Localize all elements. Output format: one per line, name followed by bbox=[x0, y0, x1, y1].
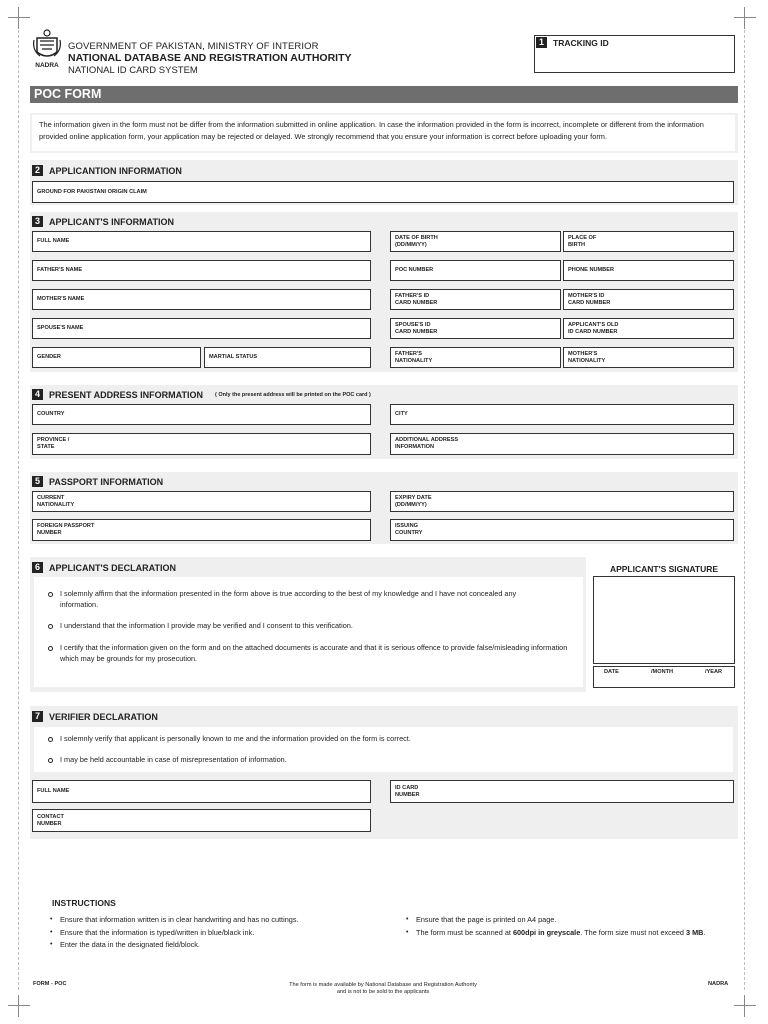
field-label: CURRENT NATIONALITY bbox=[37, 494, 75, 508]
full-name-field[interactable] bbox=[32, 231, 371, 252]
issuing-country-field[interactable] bbox=[390, 519, 734, 541]
bullet-icon: • bbox=[406, 916, 409, 923]
instruction-text-part: The form must be scanned at bbox=[416, 927, 513, 937]
field-label: CITY bbox=[395, 411, 408, 417]
declaration-item bbox=[48, 589, 568, 610]
tracking-id-field[interactable] bbox=[534, 35, 735, 73]
page-edge bbox=[18, 30, 19, 990]
phone-number-field[interactable] bbox=[563, 260, 734, 281]
field-label: ISSUING COUNTRY bbox=[395, 523, 423, 536]
field-label: FULL NAME bbox=[37, 238, 70, 244]
field-label: EXPIRY DATE (DD/MM/YY) bbox=[395, 494, 432, 508]
crop-mark bbox=[18, 995, 19, 1017]
place-of-birth-field[interactable] bbox=[563, 231, 734, 252]
page-edge bbox=[744, 30, 745, 990]
field-label: ADDITIONAL ADDRESS INFORMATION bbox=[395, 437, 459, 450]
field-label: SPOUSE'S ID CARD NUMBER bbox=[395, 321, 438, 335]
declaration-item bbox=[48, 621, 568, 632]
footer-disclaimer bbox=[230, 982, 536, 996]
foreign-passport-field[interactable] bbox=[32, 519, 371, 541]
instructions-left bbox=[50, 914, 390, 952]
verifier-item bbox=[48, 734, 411, 745]
section-title bbox=[32, 562, 176, 573]
instructions-title: INSTRUCTIONS bbox=[52, 898, 116, 908]
instruction-text: Ensure that the page is printed on A4 page. bbox=[416, 915, 557, 924]
header-authority: NATIONAL DATABASE AND REGISTRATION AUTHORITY bbox=[68, 52, 352, 64]
spouse-name-field[interactable] bbox=[32, 318, 371, 339]
old-id-field[interactable] bbox=[563, 318, 734, 339]
field-label: FULL NAME bbox=[37, 788, 70, 794]
bullet-icon: • bbox=[50, 941, 53, 948]
crop-mark bbox=[8, 1005, 30, 1006]
instruction-text bbox=[416, 927, 705, 940]
signature-date-field[interactable] bbox=[593, 666, 735, 688]
section-heading: PASSPORT INFORMATION bbox=[49, 476, 164, 487]
field-label: FOREIGN PASSPORT NUMBER bbox=[37, 523, 95, 536]
mother-name-field[interactable] bbox=[32, 289, 371, 310]
section-number: 5 bbox=[32, 476, 43, 487]
section-number: 3 bbox=[32, 216, 43, 227]
section-title bbox=[32, 165, 182, 176]
month-label: /MONTH bbox=[651, 669, 674, 675]
mother-id-field[interactable] bbox=[563, 289, 734, 310]
expiry-date-field[interactable] bbox=[390, 491, 734, 512]
section-title bbox=[32, 216, 174, 227]
section-heading: PRESENT ADDRESS INFORMATION bbox=[49, 389, 204, 400]
footer-disclaimer-line: and is not to be sold to the applicants bbox=[336, 989, 430, 995]
field-label: COUNTRY bbox=[37, 411, 65, 417]
field-label: GENDER bbox=[37, 354, 61, 360]
footer-brand: NADRA bbox=[708, 981, 729, 987]
declaration-text: I certify that the information given on the form and on the attached documents is accurate and that it is serious offence to provide false/misleading information which may be grounds for my prosecution. bbox=[60, 643, 568, 663]
field-label: ID CARD NUMBER bbox=[395, 784, 420, 798]
additional-address-field[interactable] bbox=[390, 433, 734, 455]
instruction-emphasis: 600dpi in greyscale bbox=[512, 927, 581, 937]
field-label: APPLICANT'S OLD ID CARD NUMBER bbox=[568, 321, 619, 335]
section-title bbox=[32, 476, 163, 487]
notice-panel bbox=[30, 113, 738, 153]
field-label: FATHER'S ID CARD NUMBER bbox=[395, 292, 438, 306]
father-name-field[interactable] bbox=[32, 260, 371, 281]
field-label: PLACE OF BIRTH bbox=[568, 234, 597, 248]
crop-mark bbox=[734, 17, 756, 18]
signature-title: APPLICANT'S SIGNATURE bbox=[609, 564, 719, 574]
section-heading: APPLICANT'S DECLARATION bbox=[49, 562, 176, 573]
verifier-contact-field[interactable] bbox=[32, 809, 371, 832]
footer-disclaimer-line: The form is made available by National Database and Registration Authority bbox=[289, 982, 477, 988]
verifier-text: I solemnly verify that applicant is personally known to me and the information provided on the form is correct. bbox=[60, 734, 411, 743]
tracking-id-label: TRACKING ID bbox=[553, 37, 609, 48]
crop-mark bbox=[8, 17, 30, 18]
section-heading: VERIFIER DECLARATION bbox=[49, 711, 158, 722]
current-nationality-field[interactable] bbox=[32, 491, 371, 512]
bullet-ring-icon bbox=[48, 646, 53, 651]
bullet-ring-icon bbox=[48, 737, 53, 742]
field-label: MOTHER'S NATIONALITY bbox=[568, 350, 606, 364]
section-heading: APPLICANTION INFORMATION bbox=[49, 165, 182, 176]
ground-claim-field[interactable] bbox=[32, 181, 734, 203]
field-label: CONTACT NUMBER bbox=[37, 813, 64, 827]
nadra-logo bbox=[30, 28, 64, 74]
svg-text:NADRA: NADRA bbox=[35, 62, 59, 69]
crop-mark bbox=[744, 7, 745, 29]
section-note: ( Only the present address will be printed on the POC card ) bbox=[215, 391, 371, 398]
instruction-item bbox=[406, 914, 741, 927]
crop-mark bbox=[18, 7, 19, 29]
field-label: DATE OF BIRTH (DD/MM/YY) bbox=[395, 234, 438, 248]
field-label: PHONE NUMBER bbox=[568, 267, 614, 273]
section-number: 2 bbox=[32, 165, 43, 176]
field-label: POC NUMBER bbox=[395, 267, 434, 273]
verifier-item bbox=[48, 755, 287, 766]
field-label: FATHER'S NATIONALITY bbox=[395, 350, 433, 364]
bullet-icon: • bbox=[406, 928, 409, 936]
form-title-banner: POC FORM bbox=[30, 86, 738, 103]
instruction-text-part: . The form size must not exceed bbox=[580, 927, 686, 937]
date-label: DATE bbox=[604, 669, 619, 675]
province-field[interactable] bbox=[32, 433, 371, 455]
section-number: 7 bbox=[32, 711, 43, 722]
notice-text: The information given in the form must not be differ from the information submitted in online application. In case the information provided in the form is incorrect, incomplete or different from the information provided online application form, your application may be rejected or delayed. We strongly recommend that you ensure your information is correct before uploading your form. bbox=[32, 115, 735, 151]
verifier-full-name-field[interactable] bbox=[32, 780, 371, 803]
instruction-item bbox=[50, 939, 390, 952]
instruction-item bbox=[50, 914, 390, 927]
instruction-item bbox=[50, 927, 390, 940]
field-label: PROVINCE / STATE bbox=[37, 437, 70, 450]
declaration-item bbox=[48, 643, 578, 664]
field-label: MARTIAL STATUS bbox=[209, 354, 258, 360]
mother-nationality-field[interactable] bbox=[563, 347, 734, 368]
bullet-icon: • bbox=[50, 928, 53, 936]
field-label: GROUND FOR PAKISTANI ORIGIN CLAIM bbox=[37, 188, 147, 195]
instruction-text-part: . bbox=[703, 927, 706, 937]
instruction-text: Enter the data in the designated field/block. bbox=[60, 940, 200, 949]
instruction-emphasis: 3 MB bbox=[686, 927, 704, 937]
footer-form-code: FORM - POC bbox=[33, 981, 67, 987]
section-title bbox=[32, 389, 371, 400]
verifier-text: I may be held accountable in case of misrepresentation of information. bbox=[60, 755, 287, 764]
section-number: 1 bbox=[536, 37, 547, 48]
section-title bbox=[32, 711, 158, 722]
instruction-item bbox=[406, 927, 741, 940]
instruction-text: Ensure that the information is typed/written in blue/black ink. bbox=[60, 927, 255, 937]
verifier-id-card-field[interactable] bbox=[390, 780, 734, 803]
instructions-right bbox=[406, 914, 741, 939]
emblem-icon bbox=[30, 28, 64, 74]
field-label: MOTHER'S NAME bbox=[37, 296, 85, 302]
bullet-ring-icon bbox=[48, 758, 53, 763]
crop-mark bbox=[744, 995, 745, 1017]
marital-status-field[interactable] bbox=[204, 347, 371, 368]
gender-field[interactable] bbox=[32, 347, 201, 368]
signature-box[interactable] bbox=[593, 576, 735, 664]
city-field[interactable] bbox=[390, 404, 734, 425]
bullet-icon: • bbox=[50, 916, 53, 923]
declaration-text: I solemnly affirm that the information presented in the form above is true according to the best of my knowledge and I have not concealed any information. bbox=[60, 589, 517, 609]
header-system: NATIONAL ID CARD SYSTEM bbox=[68, 65, 198, 76]
field-label: MOTHER'S ID CARD NUMBER bbox=[568, 292, 611, 306]
country-field[interactable] bbox=[32, 404, 371, 425]
spouse-id-field[interactable] bbox=[390, 318, 561, 339]
father-nationality-field[interactable] bbox=[390, 347, 561, 368]
section-number: 6 bbox=[32, 562, 43, 573]
crop-mark bbox=[734, 1005, 756, 1006]
field-label: FATHER'S NAME bbox=[37, 267, 83, 273]
declaration-text: I understand that the information I provide may be verified and I consent to this verification. bbox=[60, 621, 353, 630]
bullet-ring-icon bbox=[48, 592, 53, 597]
poc-number-field[interactable] bbox=[390, 260, 561, 281]
year-label: /YEAR bbox=[705, 669, 723, 675]
header-ministry: GOVERNMENT OF PAKISTAN, MINISTRY OF INTERIOR bbox=[68, 41, 319, 52]
father-id-field[interactable] bbox=[390, 289, 561, 310]
bullet-ring-icon bbox=[48, 624, 53, 629]
instruction-text: Ensure that information written is in clear handwriting and has no cuttings. bbox=[60, 915, 299, 924]
dob-field[interactable] bbox=[390, 231, 561, 252]
section-heading: APPLICANT'S INFORMATION bbox=[49, 216, 174, 227]
section-number: 4 bbox=[32, 389, 43, 400]
field-label: SPOUSE'S NAME bbox=[37, 325, 84, 331]
